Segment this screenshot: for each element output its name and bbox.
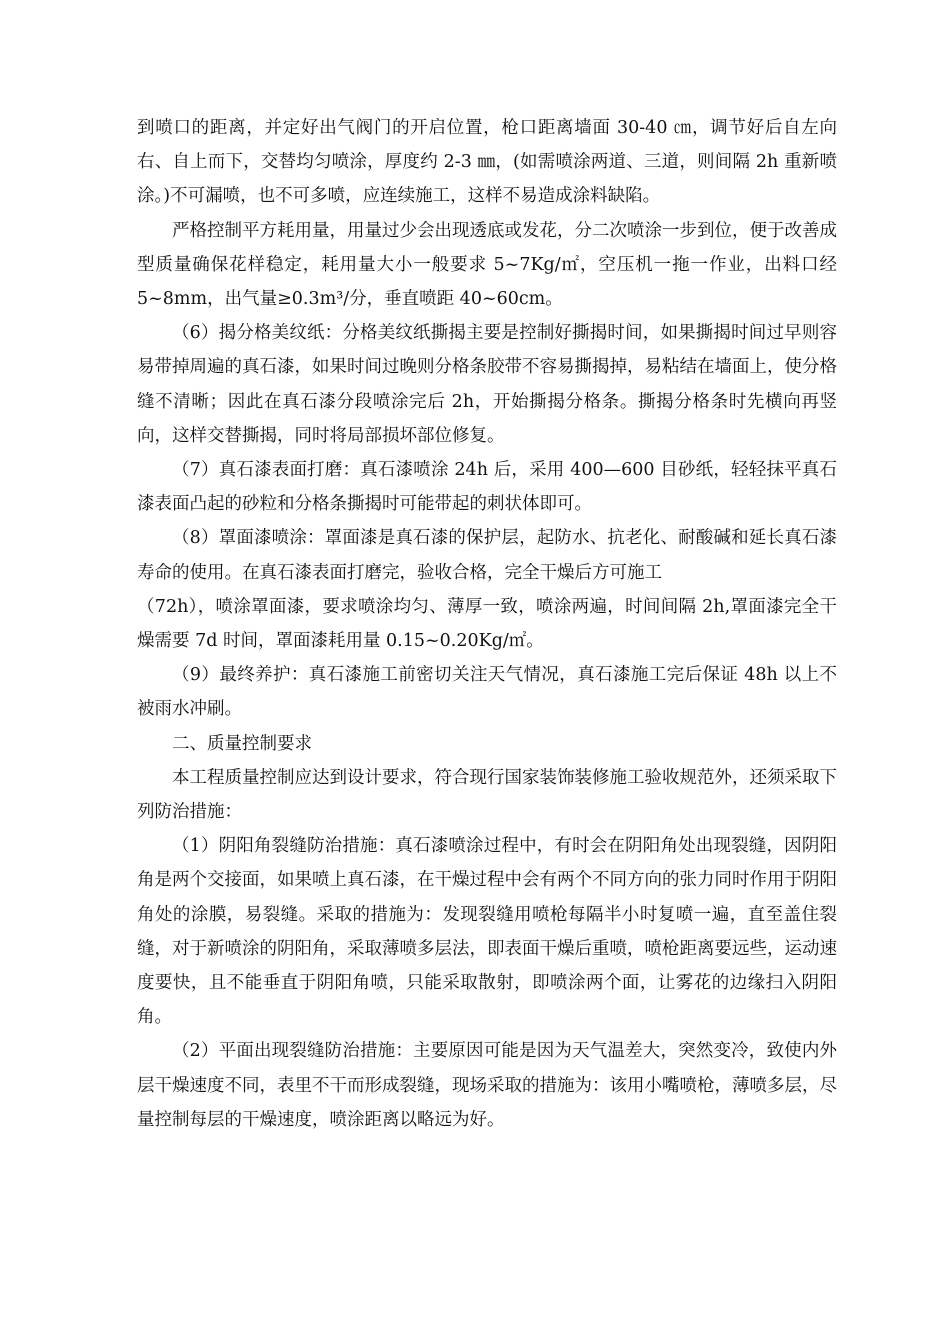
document-body [137, 111, 837, 1137]
paragraph-step-6-tape-removal: （6）揭分格美纹纸：分格美纹纸撕揭主要是控制好撕揭时间，如果撕揭时间过早则容易带掉周遍的真石漆，如果时间过晚则分格条胶带不容易撕揭掉，易粘结在墙面上，使分格缝不清晰；因此在真石漆分段喷涂完后 2h，开始撕揭分格条。撕揭分格条时先横向再竖向，这样交替撕揭，同时将局部损坏部位修复。 [137, 323, 837, 446]
paragraph-consumption-control: 严格控制平方耗用量，用量过少会出现透底或发花，分二次喷涂一步到位，便于改善成型质量确保花样稳定，耗用量大小一般要求 5~7Kg/㎡，空压机一拖一作业，出料口经 5~8mm，出气量≥0.3m³/分，垂直喷距 40~60cm。 [137, 220, 837, 310]
paragraph-step-9-curing: （9）最终养护：真石漆施工前密切关注天气情况，真石漆施工完后保证 48h 以上不被雨水冲刷。 [137, 665, 837, 720]
paragraph-quality-intro: 本工程质量控制应达到设计要求，符合现行国家装饰装修施工验收规范外，还须采取下列防治措施： [137, 767, 837, 823]
paragraph-step-8-topcoat: （8）罩面漆喷涂：罩面漆是真石漆的保护层，起防水、抗老化、耐酸碱和延长真石漆寿命的使用。在真石漆表面打磨完，验收合格，完全干燥后方可施工 （72h），喷涂罩面漆，要求喷涂均匀、薄厚一致，喷涂两遍，时间间隔 2h,罩面漆完全干燥需要 7d 时间，罩面漆耗用量 0.15~0.20Kg/㎡。 [137, 528, 837, 652]
paragraph-step-7-sanding: （7）真石漆表面打磨：真石漆喷涂 24h 后，采用 400—600 目砂纸，轻轻抹平真石漆表面凸起的砂粒和分格条撕揭时可能带起的刺状体即可。 [137, 460, 837, 515]
paragraph-measure-2-surface-cracks: （2）平面出现裂缝防治措施：主要原因可能是因为天气温差大，突然变冷，致使内外层干燥速度不同，表里不干而形成裂缝，现场采取的措施为：该用小嘴喷枪，薄喷多层，尽量控制每层的干燥速度，喷涂距离以略远为好。 [137, 1041, 837, 1130]
paragraph-spray-distance: 到喷口的距离，并定好出气阀门的开启位置，枪口距离墙面 30-40 ㎝，调节好后自左向右、自上而下，交替均匀喷涂，厚度约 2-3 ㎜，(如需喷涂两道、三道，则间隔 2h 重新喷涂。)不可漏喷，也不可多喷，应连续施工，这样不易造成涂料缺陷。 [137, 118, 837, 207]
section-heading-quality-control: 二、质量控制要求 [172, 733, 312, 754]
paragraph-measure-1-corner-cracks: （1）阴阳角裂缝防治措施：真石漆喷涂过程中，有时会在阴阳角处出现裂缝，因阴阳角是两个交接面，如果喷上真石漆，在干燥过程中会有两个不同方向的张力同时作用于阴阳角处的涂膜，易裂缝。采取的措施为：发现裂缝用喷枪每隔半小时复喷一遍，直至盖住裂缝，对于新喷涂的阴阳角，采取薄喷多层法，即表面干燥后重喷，喷枪距离要远些，运动速度要快，且不能垂直于阴阳角喷，只能采取散射，即喷涂两个面，让雾花的边缘扫入阴阳角。 [137, 836, 837, 1028]
